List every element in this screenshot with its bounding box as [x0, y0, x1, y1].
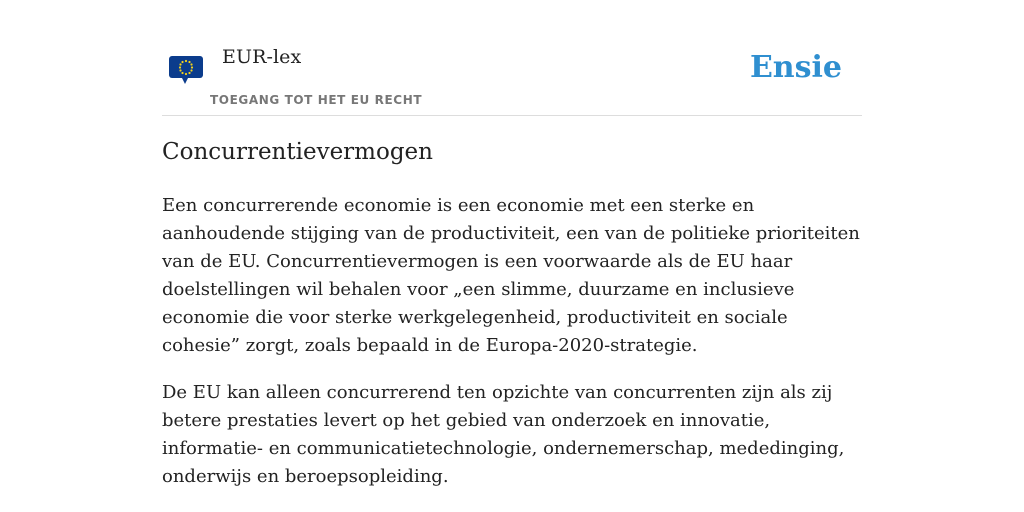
- eu-flag-icon: [168, 55, 204, 87]
- page-title: Concurrentievermogen: [162, 139, 433, 165]
- definition-card: [162, 0, 862, 512]
- definition-paragraph: Een concurrerende economie is een economie met een sterke en aanhoudende stijging van de productiviteit, een van de politieke prioriteiten van de EU. Concurrentievermogen is een voorwaarde als de EU haar doelstellingen wil behalen voor „een slimme, duurzame en inclusieve economie die voor sterke werkgelegenheid, productiviteit en sociale cohesie” zorgt, zoals bepaald in de Europa-2020-strategie.: [162, 195, 860, 356]
- source-name: EUR-lex: [222, 46, 302, 68]
- definition-paragraph: De EU kan alleen concurrerend ten opzichte van concurrenten zijn als zij betere prestaties levert op het gebied van onderzoek en innovatie, informatie- en communicatietechnologie, ondernemerschap, mededinging, onderwijs en beroepsopleiding.: [162, 382, 845, 487]
- source-tagline: TOEGANG TOT HET EU RECHT: [210, 93, 423, 107]
- brand-logo-link[interactable]: Ensie: [749, 50, 842, 85]
- card-header: [162, 0, 862, 116]
